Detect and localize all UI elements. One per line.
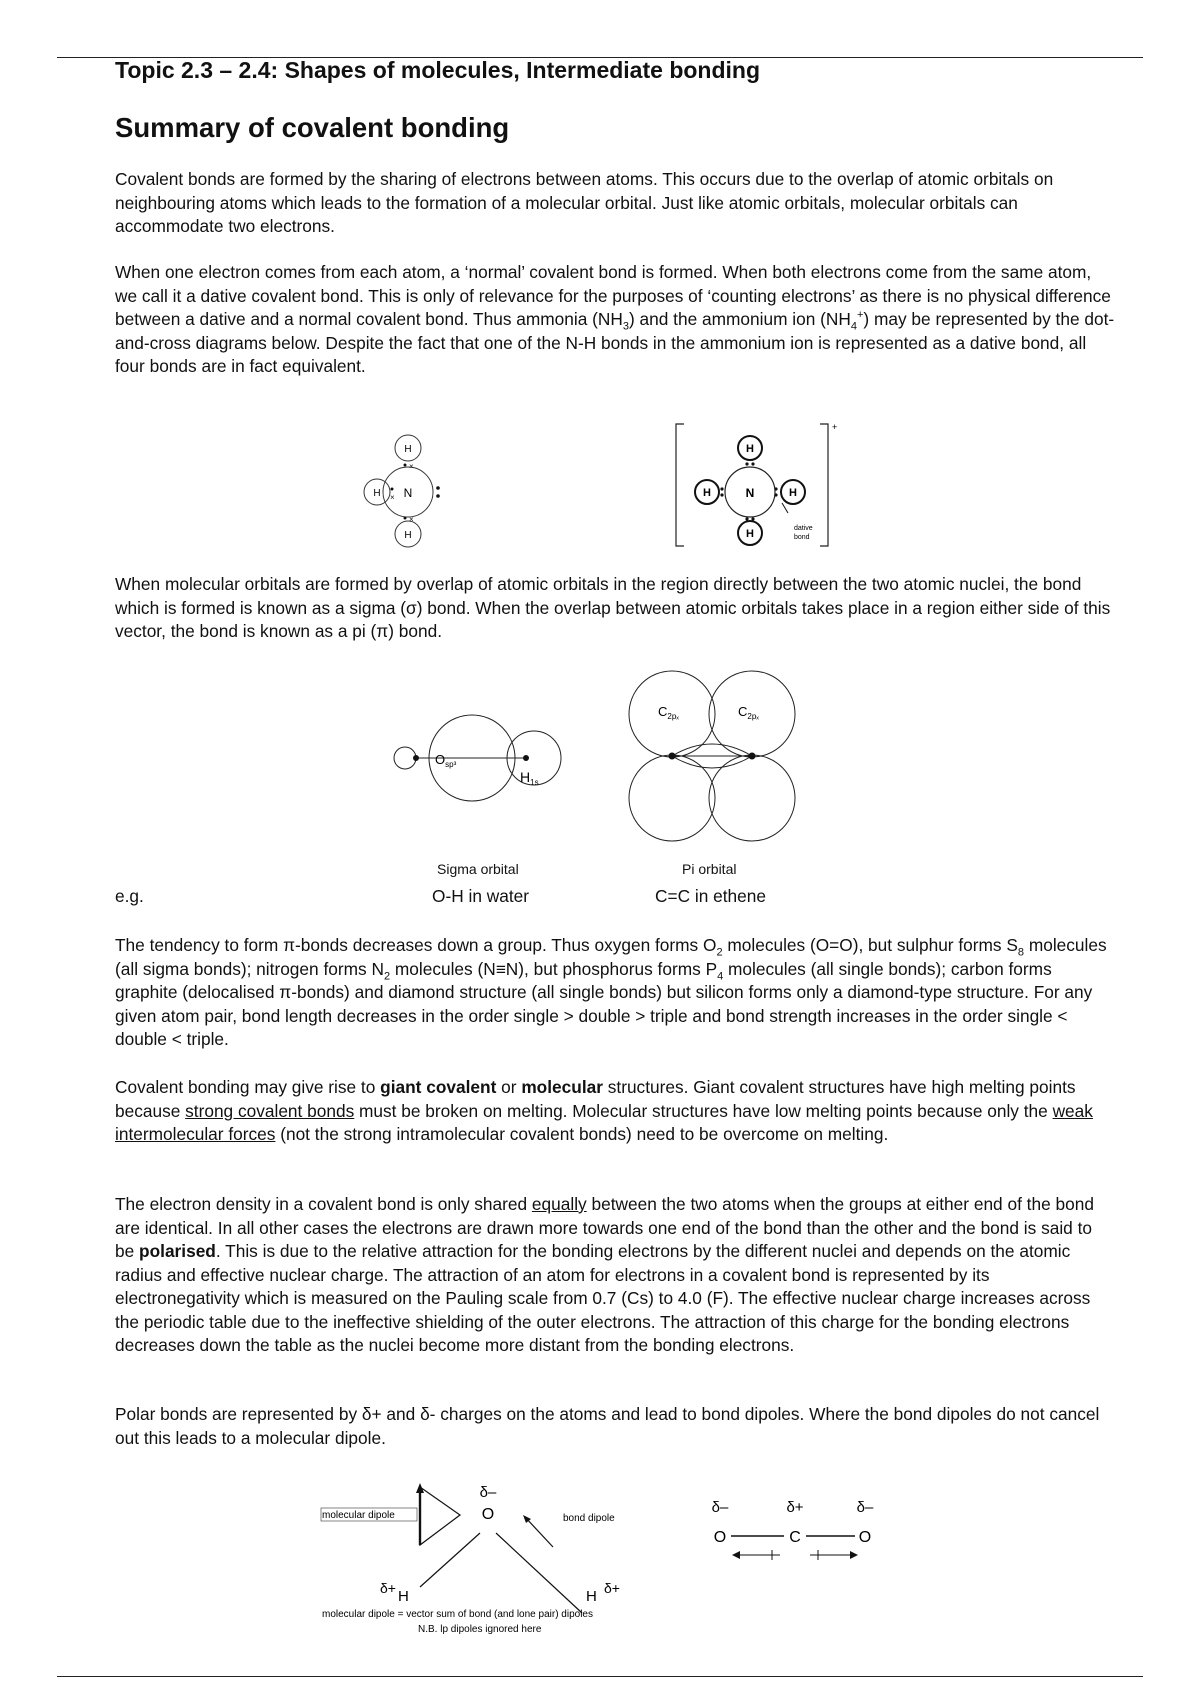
co2-right-oxygen-label: O	[858, 1529, 872, 1546]
svg-text:H1s	[520, 769, 539, 787]
example-label: e.g.	[115, 886, 144, 906]
water-hydrogen-right-delta: δ+	[604, 1580, 620, 1596]
oxygen-orbital-subscript: sp³	[445, 760, 457, 769]
paragraph-polarisation: The electron density in a covalent bond is only shared equally between the two atoms when the groups at either end of the bond are identical. In all other cases the electrons are drawn more towards one end of the bond than the other and the bond is said to be polarised. This is due to the relative attraction for the bonding electrons by the different nuclei and depends on the atomic radius and effective nuclear charge. The attraction of an atom for electrons in a covalent bond is represented by its electronegativity which is measured on the Pauling scale from 0.7 (Cs) to 4.0 (F). The effective nuclear charge increases across the periodic table due to the ineffective shielding of the outer electrons. The attraction of this charge for the bonding electrons decreases down the table as the nuclei become more distant from the bonding electrons.	[115, 1194, 1094, 1355]
bond-dipole-label: bond dipole	[563, 1513, 615, 1524]
co2-carbon-delta: δ+	[786, 1499, 804, 1516]
water-hydrogen-left-label: H	[398, 1588, 409, 1605]
paragraph-pi-bond-trends: The tendency to form π-bonds decreases down a group. Thus oxygen forms $O_2$ molecules (O=O), but sulphur forms $S_8$ molecules (all sigma bonds); nitrogen forms $N_2$ molecules (N≡N), but phosphorus forms $P_4$ molecules (all single bonds); carbon forms graphite (delocalised π-bonds) and diamond structure (all single bonds) but silicon forms only a diamond-type structure. For any given atom pair, bond length decreases in the order single > double > triple and bond strength increases in the order single < double < triple.	[115, 935, 1107, 1049]
water-oxygen-label: O	[481, 1506, 495, 1523]
pi-orbital-caption: Pi orbital	[682, 861, 737, 877]
water-dipole-diagram	[320, 1475, 680, 1645]
ammonia-dot-cross-diagram	[350, 430, 460, 550]
co2-dipole-diagram	[700, 1495, 880, 1565]
co2-right-oxygen-delta: δ–	[856, 1499, 874, 1516]
water-hydrogen-right-label: H	[586, 1588, 597, 1605]
sigma-orbital-diagram	[390, 700, 570, 810]
paragraph-giant-molecular: Covalent bonding may give rise to giant covalent or molecular structures. Giant covalent structures have high melting points because strong covalent bonds must be broken on melting. Molecular structures have low melting points because only the weak intermolecular forces (not the strong intramolecular covalent bonds) need to be overcome on melting.	[115, 1077, 1093, 1144]
ammonium-h-bottom-label: H	[746, 528, 754, 540]
dipole-note-line2: N.B. lp dipoles ignored here	[418, 1624, 542, 1635]
oxygen-orbital-label: O	[435, 752, 446, 767]
water-oxygen-delta: δ–	[479, 1484, 497, 1501]
co2-left-oxygen-label: O	[713, 1529, 727, 1546]
svg-text:Osp³	[435, 752, 457, 769]
co2-carbon-label: C	[789, 1529, 801, 1546]
paragraph-dative-bond: When one electron comes from each atom, a ‘normal’ covalent bond is formed. When both electrons come from the same atom, we call it a dative covalent bond. This is only of relevance for the purposes of ‘counting electrons’ as there is no physical difference between a dative and a normal covalent bond. Thus ammonia $(NH_3)$ and the ammonium ion $(NH_4^+)$ may be represented by the dot-and-cross diagrams below. Despite the fact that one of the N-H bonds in the ammonium ion is represented as a dative bond, all four bonds are in fact equivalent.	[115, 262, 1115, 376]
sigma-example: O-H in water	[432, 886, 529, 906]
dative-bond-label-line1: dative	[794, 525, 813, 532]
water-hydrogen-left-delta: δ+	[380, 1580, 396, 1596]
paragraph-covalent-intro: Covalent bonds are formed by the sharing of electrons between atoms. This occurs due to the overlap of atomic orbitals on neighbouring atoms which leads to the formation of a molecular orbital. Just like atomic orbitals, molecular orbitals can accommodate two electrons.	[115, 169, 1054, 236]
ammonia-h-left-label: H	[373, 488, 381, 499]
carbon-orbital-label-left: C	[658, 704, 668, 719]
carbon-orbital-subscript-left: 2pₓ	[667, 712, 679, 721]
ammonium-h-top-label: H	[746, 443, 754, 455]
pi-orbital-diagram	[622, 668, 802, 853]
carbon-orbital-subscript-right: 2pₓ	[747, 712, 759, 721]
dative-bond-label-line2: bond	[794, 534, 810, 541]
pi-example: C=C in ethene	[655, 886, 766, 906]
svg-text:C2pₓ	[658, 704, 679, 721]
ammonia-h-top-label: H	[404, 444, 412, 455]
sigma-orbital-caption: Sigma orbital	[437, 861, 519, 877]
ammonium-charge: +	[832, 422, 838, 432]
co2-left-oxygen-delta: δ–	[711, 1499, 729, 1516]
carbon-orbital-label-right: C	[738, 704, 748, 719]
ammonium-h-left-label: H	[703, 487, 711, 499]
topic-heading: Topic 2.3 – 2.4: Shapes of molecules, Intermediate bonding	[115, 57, 760, 83]
paragraph-polar-bonds: Polar bonds are represented by δ+ and δ- charges on the atoms and lead to bond dipoles. Where the bond dipoles do not cancel out this leads to a molecular dipole.	[115, 1404, 1100, 1448]
svg-text:×: ×	[409, 462, 414, 471]
page-title: Summary of covalent bonding	[115, 112, 510, 143]
hydrogen-orbital-label: H	[520, 769, 531, 785]
ammonium-n-label: N	[745, 486, 755, 500]
hydrogen-orbital-subscript: 1s	[530, 778, 539, 787]
ammonia-h-bottom-label: H	[404, 530, 412, 541]
ammonium-h-right-label: H	[789, 487, 797, 499]
svg-text:×: ×	[409, 515, 414, 524]
molecular-dipole-label: molecular dipole	[322, 1510, 395, 1521]
dipole-note-line1: molecular dipole = vector sum of bond (and lone pair) dipoles	[322, 1609, 593, 1620]
svg-text:×: ×	[390, 493, 395, 502]
ammonia-n-label: N	[403, 486, 413, 500]
paragraph-sigma-pi: When molecular orbitals are formed by overlap of atomic orbitals in the region directly between the two atomic nuclei, the bond which is formed is known as a sigma (σ) bond. When the overlap between atomic orbitals takes place in a region either side of this vector, the bond is known as a pi (π) bond.	[115, 574, 1111, 641]
bottom-rule	[57, 1676, 1143, 1677]
svg-text:C2pₓ	[738, 704, 759, 721]
ammonium-dot-cross-diagram	[670, 418, 840, 553]
